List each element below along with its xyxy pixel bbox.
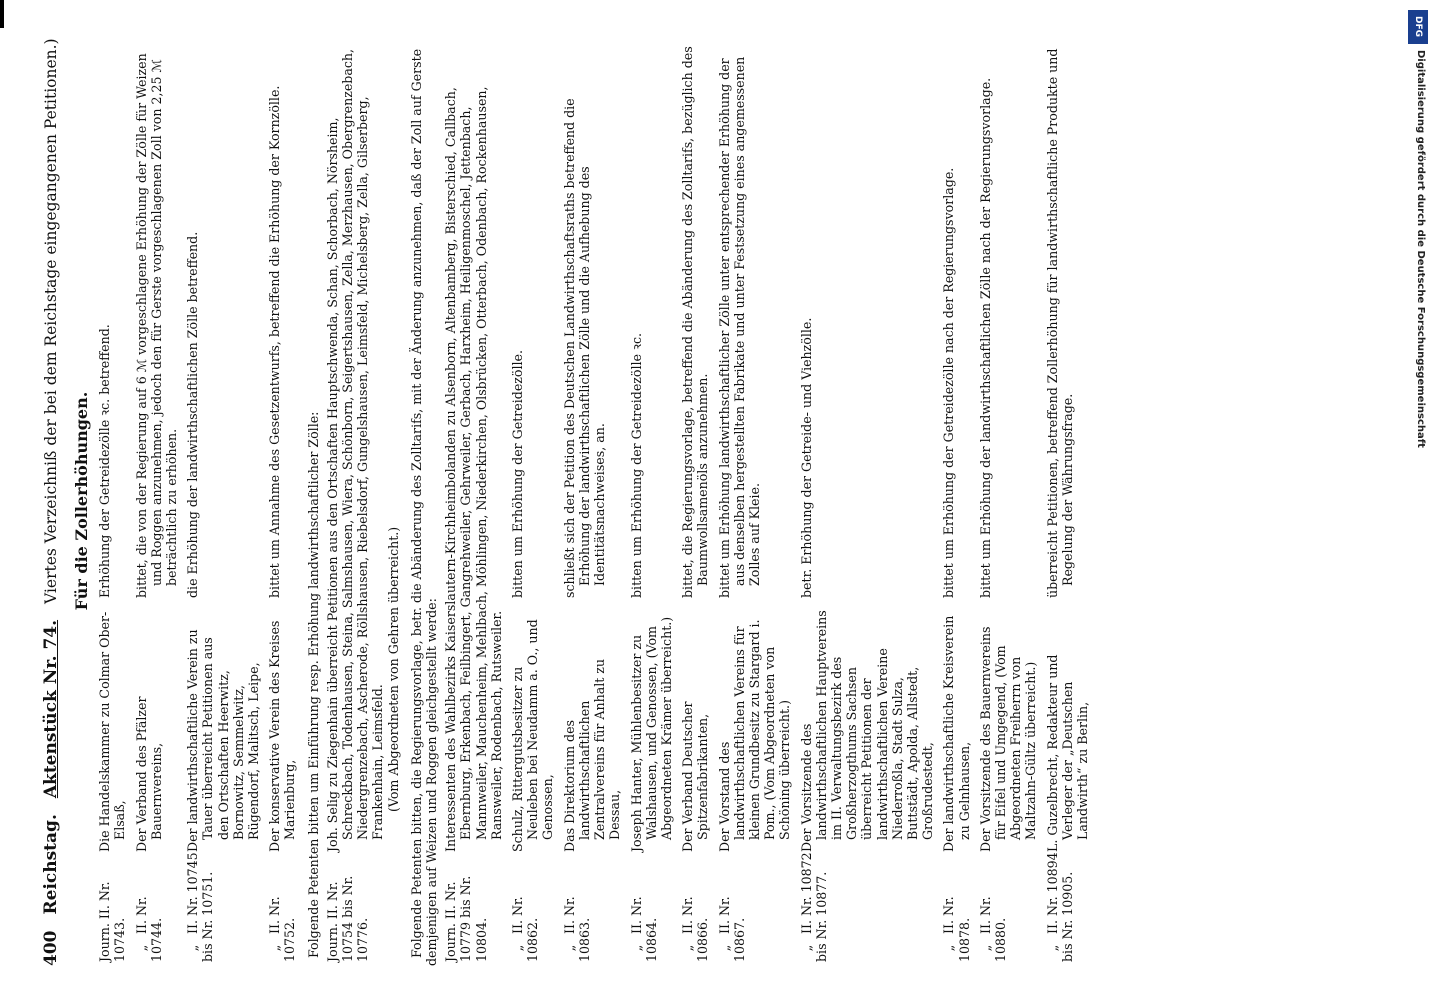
- petition-row: [941, 36, 971, 966]
- journal-ref-cell: [978, 852, 1039, 966]
- petitioner: Die Handelskammer zu Colmar Ober-Elsaß,: [97, 611, 128, 852]
- ditto-mark: „: [798, 944, 814, 952]
- petition-row: [799, 36, 936, 966]
- petition-request: bittet, die von der Regierung auf 6 ℳ vorgeschlagene Erhöhung der Zölle für Weizen und Roggen anzunehmen, jedoch den für Gerste vorgeschlagenen Zoll von 2,25 ℳ beträchtlich zu erhöhen.: [133, 53, 180, 598]
- ditto-mark: „: [561, 944, 577, 952]
- journal-ref: II. Nr. 10745 bis Nr. 10751.: [185, 852, 216, 962]
- journal-ref: II. Nr. 10872 bis Nr. 10877.: [798, 852, 829, 962]
- petition-request: bittet um Erhöhung der landwirthschaftlichen Zölle nach der Regierungsvorlage.: [977, 77, 993, 598]
- journal-ref: Journ. II. Nr. 10754 bis Nr. 10776.: [324, 875, 371, 962]
- ditto-mark: „: [267, 944, 283, 952]
- journal-ref-cell: [267, 852, 297, 966]
- journal-ref: II. Nr. 10894 bis Nr. 10905.: [1044, 852, 1075, 962]
- petition-request: betr. Erhöhung der Getreide- und Viehzölle.: [798, 317, 814, 598]
- petitioner: L. Guzelbrecht, Redakteur und Verleger der „Deutschen Landwirth“ zu Berlin,: [1044, 654, 1090, 852]
- journal-ref-cell: [799, 852, 936, 966]
- journal-ref: Journ. II. Nr. 10779 bis Nr. 10804.: [443, 875, 489, 962]
- ditto-mark: „: [133, 944, 149, 952]
- ditto-mark: „: [628, 944, 644, 952]
- journal-ref: II. Nr. 10863.: [561, 896, 592, 962]
- ditto-mark: „: [977, 944, 993, 952]
- journal-ref: II. Nr. 10880.: [977, 896, 1008, 962]
- group-intro-c: Folgende Petenten bitten, die Regierungsvorlage, betr. die Abänderung des Zolltarifs, mit der Änderung anzunehmen, daß der Zoll auf Gerste demjenigen auf Weizen und Roggen gleichgestellt werde:: [408, 48, 440, 966]
- journal-ref-cell: [941, 852, 971, 966]
- journal-ref: II. Nr. 10862.: [510, 896, 541, 962]
- petitioner: Schulz, Rittergutsbesitzer zu Neuleben bei Neudamm a. O., und Genossen,: [510, 619, 556, 852]
- journal-ref-cell: [717, 852, 793, 966]
- petition-text-cell: [325, 36, 401, 852]
- journal-ref-cell: [680, 852, 710, 966]
- petitioner: Der Vorsitzende des landwirthschaftlichen Hauptvereins im II. Verwaltungsbezirk des Großherzogthums Sachsen überreicht Petitionen der landwirthschaftlichen Vereine Niederroßla, Stadt Sulza, Buttstädt, Apolda, Allstedt, Großrudestedt,: [798, 610, 936, 852]
- dfg-funding-note: Digitalisierung gefördert durch die Deutsche Forschungsgemeinschaft: [1415, 50, 1426, 448]
- petition-row: [443, 36, 504, 966]
- petition-row: [978, 36, 1039, 966]
- petition-row: [510, 36, 556, 966]
- dfg-logo: DFG: [1408, 10, 1428, 44]
- journal-ref-cell: [510, 852, 556, 966]
- journal-ref: II. Nr. 10744.: [133, 896, 164, 962]
- ditto-mark: „: [941, 944, 957, 952]
- petitioner: Der Verband des Pfälzer Bauernvereins,: [133, 696, 164, 852]
- entries-group-a: [97, 36, 297, 966]
- journal-ref: II. Nr. 10867.: [716, 896, 747, 962]
- ditto-mark: „: [510, 944, 526, 952]
- petition-request: bittet um Erhöhung der Getreidezölle nach der Regierungsvorlage.: [941, 167, 957, 598]
- petitioner: Der landwirthschaftliche Kreisverein zu Gelnhausen,: [941, 615, 972, 852]
- petition-row: [325, 36, 401, 966]
- petition-row: [629, 36, 675, 966]
- petition-request: bitten um Erhöhung der Getreidezölle.: [510, 350, 526, 598]
- petitioner: Der landwirthschaftliche Verein zu Tauer überreicht Petitionen aus den Ortschaften Heerwitz, Bornowitz, Semmelwitz, Rügendorf, Malitsch, Leipe,: [185, 629, 262, 852]
- petition-request: die Erhöhung der landwirthschaftlichen Zölle betreffend.: [185, 231, 201, 598]
- petitioner: Das Direktorium des landwirthschaftlichen Zentralvereins für Anhalt zu Dessau,: [561, 658, 623, 852]
- petition-text: Joh. Selig zu Ziegenhain überreicht Petitionen aus den Ortschaften Hauptschwenda, Schan, Schorbach, Nörsheim, Schreckbach, Todenhausen, Steina, Salmshausen, Wiera, Schönborn, Seigertshausen, Zella, Merzhausen, Obergrenzebach, Niedergrenzebach, Ascherode, Röllshausen, Riebelsdorf, Gungelshausen, Leimsfeld, Michelsberg, Zella, Gilserberg, Frankenhain, Leimsfeld.: [324, 48, 386, 852]
- journal-ref-cell: [185, 852, 261, 966]
- petition-row: [562, 36, 623, 966]
- petitioner: Der Verband Deutscher Spitzenfabrikanten,: [680, 701, 711, 852]
- petition-row: [1045, 36, 1091, 966]
- header-aktenstueck: Aktenstück Nr. 74.: [41, 619, 61, 799]
- journal-ref-cell: [629, 852, 675, 966]
- dfg-funding-stamp: [1404, 6, 1430, 990]
- journal-ref: II. Nr. 10864.: [628, 896, 659, 962]
- journal-ref: II. Nr. 10878.: [941, 896, 972, 962]
- presented-by: (Vom Abgeordneten von Gehren überreicht.): [385, 526, 401, 812]
- journal-ref-cell: [134, 852, 180, 966]
- petition-row: [134, 36, 180, 966]
- journal-ref-cell: [562, 852, 623, 966]
- petition-row: [267, 36, 297, 966]
- section-title: Für die Zollerhöhungen.: [72, 391, 91, 611]
- journal-ref: II. Nr. 10752.: [267, 896, 298, 962]
- petition-request: bittet, die Regierungsvorlage, betreffend die Abänderung des Zolltarifs, bezüglich des Baumwollsamenöls anzunehmen.: [680, 46, 711, 598]
- ditto-mark: „: [680, 944, 696, 952]
- ditto-mark: „: [716, 944, 732, 952]
- petition-request: bitten um Erhöhung der Getreidezölle ꝛc.: [628, 332, 644, 598]
- petitioner: Der konservative Verein des Kreises Marienburg,: [267, 620, 298, 852]
- petition-row: [185, 36, 261, 966]
- petitioner: Interessenten des Wahlbezirks Kaiserslautern-Kirchheimbolanden zu Alsenborn, Altenbamberg, Bisterschied, Callbach, Ebernburg, Erkenbach, Feilbingert, Gangrehweiler, Gehrweiler, Gerbach, Harxheim, Heiligenmoschel, Jettenbach, Mannweiler, Mauchenheim, Mehlbach, Möhlingen, Niederkirchen, Olsbrücken, Otterbach, Odenbach, Rockenhausen, Ransweiler, Rodenbach, Rutsweiler.: [443, 86, 504, 852]
- petitioner: Joseph Hanter, Mühlenbesitzer zu Walshausen, und Genossen, (Vom Abgeordneten Krämer überreicht.): [628, 616, 674, 852]
- page-header: [40, 36, 62, 966]
- ditto-mark: „: [1044, 944, 1060, 952]
- journal-ref-cell: [1045, 852, 1091, 966]
- header-title: Viertes Verzeichniß der bei dem Reichstage eingegangenen Petitionen.): [42, 38, 60, 604]
- petitioner: Der Vorstand des landwirthschaftlichen Vereins für kleinen Grundbesitz zu Stargard i. Pom., (Vom Abgeordneten von Schöning überreicht.): [716, 619, 793, 852]
- petition-request: bittet um Erhöhung landwirthschaftlicher Zölle unter entsprechender Erhöhung der aus denselben hergestellten Fabrikate und unter Festsetzung eines angemessenen Zolles auf Kleie.: [716, 56, 762, 598]
- petition-request: überreicht Petitionen, betreffend Zollerhöhung für landwirthschaftliche Produkte und Regelung der Währungsfrage.: [1044, 48, 1075, 598]
- petition-request: Erhöhung der Getreidezölle ꝛc. betreffend.: [97, 324, 113, 598]
- petition-row: [680, 36, 710, 966]
- ditto-mark: „: [185, 944, 201, 952]
- petition-request: schließt sich der Petition des Deutschen Landwirthschaftsraths betreffend die Erhöhung der landwirthschaftlichen Zölle und die Aufhebung des Identitätsnachweises, an.: [561, 98, 608, 598]
- petition-row: [717, 36, 793, 966]
- petition-row: [97, 36, 127, 966]
- header-reichstag: Reichstag.: [41, 814, 61, 915]
- group-intro-b: Folgende Petenten bitten um Einführung resp. Erhöhung landwirthschaftlicher Zölle:: [305, 411, 321, 958]
- journal-ref: Journ. II. Nr. 10743.: [97, 881, 128, 962]
- journal-ref: II. Nr. 10866.: [680, 896, 711, 962]
- petitioner: Der Vorsitzende des Bauernvereins für Eifel und Umgegend, (Vom Abgeordneten Freiherrn von Maltzahn-Gültz überreicht.): [977, 626, 1039, 852]
- petition-request: bittet um Annahme des Gesetzentwurfs, betreffend die Erhöhung der Kornzölle.: [267, 85, 283, 598]
- page-number: 400: [41, 930, 61, 966]
